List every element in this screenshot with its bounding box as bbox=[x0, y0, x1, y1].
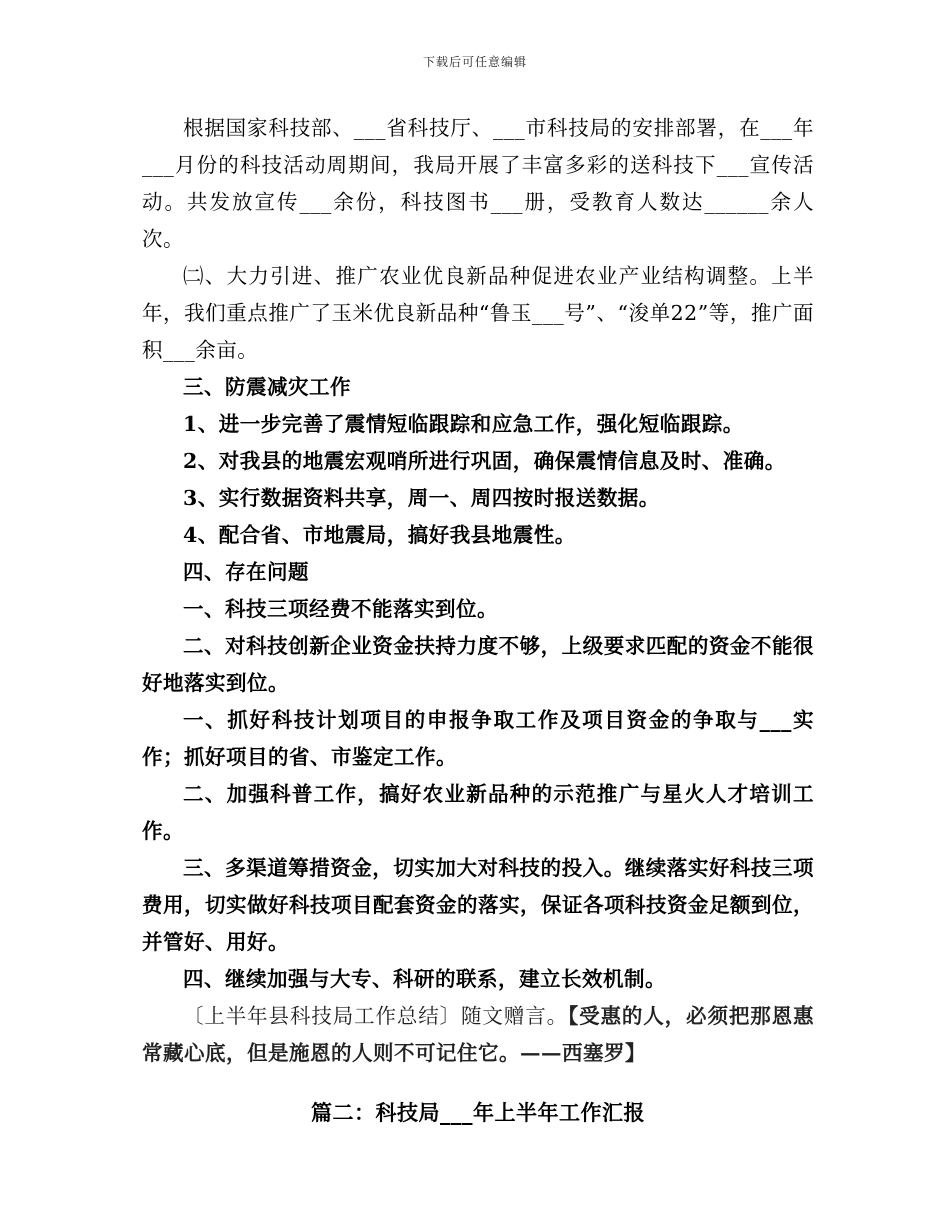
heading-existing-problems: 四、存在问题 bbox=[183, 560, 309, 584]
document-body bbox=[142, 110, 814, 1131]
paragraph-science-week: 根据国家科技部、___省科技厅、___市科技局的安排部署，在___年___月份的科技活动周期间，我局开展了丰富多彩的送科技下___宣传活动。共发放宣传___余份，科技图书___册，受教育人数达______余人次。 bbox=[142, 116, 814, 251]
section-title: 篇二：科技局___年上半年工作汇报 bbox=[311, 1100, 645, 1125]
heading-earthquake-prevention: 三、防震减灾工作 bbox=[183, 375, 351, 399]
list-item-earthquake-1: 1、进一步完善了震情短临跟踪和应急工作，强化短临跟踪。 bbox=[183, 412, 744, 436]
list-item-earthquake-4: 4、配合省、市地震局，搞好我县地震性。 bbox=[183, 523, 576, 547]
closing-quote bbox=[142, 998, 814, 1072]
list-item-earthquake-2: 2、对我县的地震宏观哨所进行巩固，确保震情信息及时、准确。 bbox=[183, 449, 786, 473]
problem-item-2: 二、对科技创新企业资金扶持力度不够，上级要求匹配的资金不能很好地落实到位。 bbox=[142, 634, 814, 695]
paragraph-crop-varieties: ㈡、大力引进、推广农业优良新品种促进农业产业结构调整。上半年，我们重点推广了玉米优良新品种“鲁玉___号”、“浚单22”等，推广面积___余亩。 bbox=[142, 264, 814, 362]
plan-item-1: 一、抓好科技计划项目的申报争取工作及项目资金的争取与___实作；抓好项目的省、市鉴定工作。 bbox=[142, 708, 814, 769]
plan-item-4: 四、继续加强与大专、科研的联系，建立长效机制。 bbox=[183, 967, 666, 991]
plan-item-2: 二、加强科普工作，搞好农业新品种的示范推广与星火人才培训工作。 bbox=[142, 782, 814, 843]
plan-item-3: 三、多渠道筹措资金，切实加大对科技的投入。继续落实好科技三项费用，切实做好科技项目配套资金的落实，保证各项科技资金足额到位，并管好、用好。 bbox=[142, 856, 814, 954]
list-item-earthquake-3: 3、实行数据资料共享，周一、周四按时报送数据。 bbox=[183, 486, 660, 510]
quote-saying: 【受惠的人，必须把那恩惠常藏心底，但是施恩的人则不可记住它。——西塞罗】 bbox=[142, 1004, 815, 1065]
quote-intro: 〔上半年县科技局工作总结〕随文赠言。 bbox=[183, 1004, 568, 1028]
page-header: 下载后可任意编辑 bbox=[422, 55, 527, 69]
problem-item-1: 一、科技三项经费不能落实到位。 bbox=[183, 597, 498, 621]
